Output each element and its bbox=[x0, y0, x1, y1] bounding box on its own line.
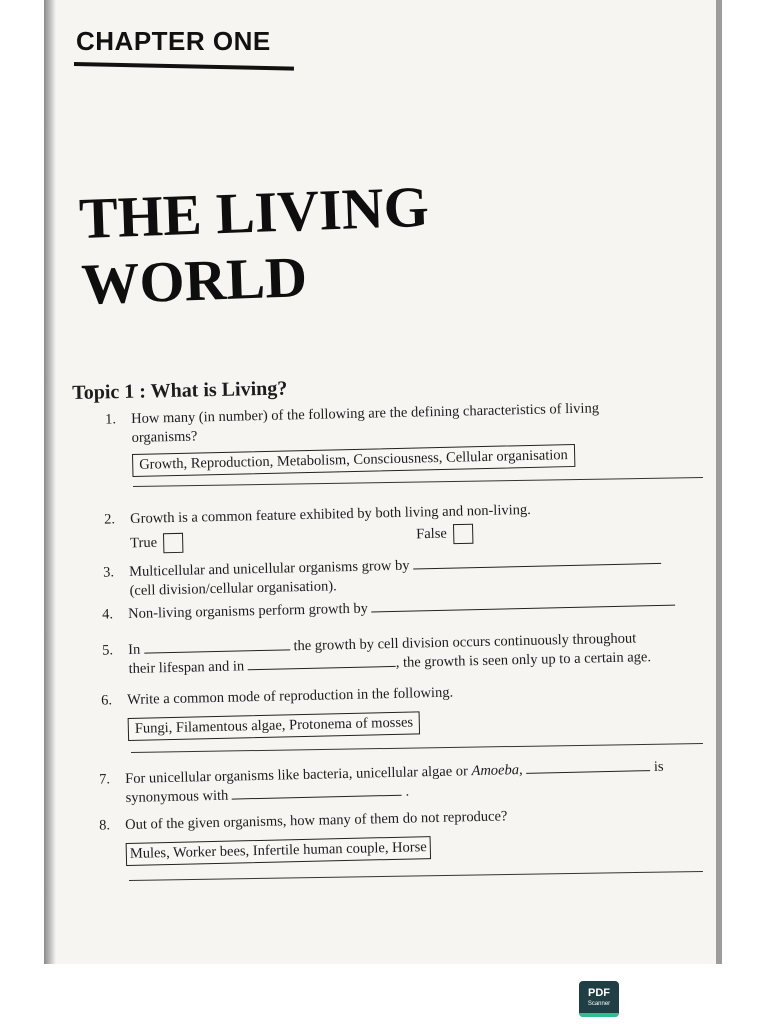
question-text: synonymous with bbox=[125, 787, 229, 806]
fill-in-blank[interactable] bbox=[248, 654, 396, 670]
false-option bbox=[416, 524, 473, 545]
question-number: 7. bbox=[99, 771, 111, 788]
pdf-badge-accent-bar bbox=[579, 1013, 619, 1017]
question-5 bbox=[102, 629, 652, 679]
false-checkbox[interactable] bbox=[453, 524, 473, 544]
answer-options-box: Growth, Reproduction, Metabolism, Consciousness, Cellular organisation bbox=[132, 444, 575, 477]
answer-options-box: Mules, Worker bees, Infertile human couple, Horse bbox=[126, 836, 431, 866]
answer-line[interactable] bbox=[129, 871, 703, 881]
question-text: Multicellular and unicellular organisms grow by bbox=[129, 557, 410, 580]
pdf-scanner-badge[interactable] bbox=[579, 981, 619, 1017]
pdf-badge-title: PDF bbox=[588, 987, 610, 999]
question-text: How many (in number) of the following are the defining characteristics of living bbox=[131, 400, 600, 427]
question-text: , the growth is seen only up to a certain age. bbox=[395, 649, 652, 671]
answer-options-box-wrap bbox=[128, 711, 454, 741]
question-text: . bbox=[405, 783, 410, 800]
answer-options-box: Fungi, Filamentous algae, Protonema of mosses bbox=[128, 711, 421, 741]
question-number: 4. bbox=[102, 606, 114, 623]
answer-options-box-wrap bbox=[132, 443, 600, 477]
question-text: In bbox=[128, 641, 141, 658]
fill-in-blank[interactable] bbox=[526, 758, 650, 774]
answer-line[interactable] bbox=[133, 477, 703, 487]
question-text: the growth by cell division occurs continuously throughout bbox=[293, 630, 637, 655]
question-number: 1. bbox=[105, 411, 117, 428]
fill-in-blank[interactable] bbox=[413, 551, 661, 570]
question-6 bbox=[101, 684, 454, 741]
question-text: Growth is a common feature exhibited by both living and non-living. bbox=[130, 501, 531, 527]
question-8 bbox=[99, 807, 508, 866]
question-text: their lifespan and in bbox=[128, 658, 245, 677]
question-text: For unicellular organisms like bacteria, unicellular algae or bbox=[125, 763, 469, 787]
organism-name-italic: Amoeba, bbox=[471, 761, 523, 780]
fill-in-blank[interactable] bbox=[371, 593, 675, 613]
chapter-title-line-2: WORLD bbox=[80, 244, 309, 317]
question-text: organisms? bbox=[131, 428, 198, 446]
fill-in-blank[interactable] bbox=[232, 783, 402, 800]
question-text: Out of the given organisms, how many of them do not reproduce? bbox=[125, 808, 508, 833]
chapter-title-line-1: THE LIVING bbox=[78, 173, 430, 251]
question-text: is bbox=[653, 758, 664, 775]
question-number: 2. bbox=[104, 511, 116, 528]
true-checkbox[interactable] bbox=[163, 533, 183, 553]
question-number: 8. bbox=[99, 817, 111, 834]
pdf-badge-subtitle: Scanner bbox=[587, 1001, 611, 1007]
chapter-heading: CHAPTER ONE bbox=[76, 26, 271, 56]
question-number: 5. bbox=[102, 642, 114, 659]
true-label: True bbox=[130, 534, 158, 552]
question-1 bbox=[105, 399, 600, 477]
question-7 bbox=[99, 758, 664, 808]
question-number: 6. bbox=[101, 692, 113, 709]
question-text: Non-living organisms perform growth by bbox=[128, 600, 369, 622]
topic-heading: Topic 1 : What is Living? bbox=[72, 377, 288, 404]
question-text: (cell division/cellular organisation). bbox=[129, 578, 337, 599]
true-option bbox=[130, 533, 183, 554]
false-label: False bbox=[416, 525, 447, 543]
answer-options-box-wrap bbox=[126, 834, 509, 866]
fill-in-blank[interactable] bbox=[144, 637, 290, 653]
answer-line[interactable] bbox=[131, 743, 703, 753]
question-3 bbox=[103, 551, 662, 601]
question-number: 3. bbox=[103, 564, 115, 581]
question-text: Write a common mode of reproduction in the following. bbox=[127, 684, 454, 708]
